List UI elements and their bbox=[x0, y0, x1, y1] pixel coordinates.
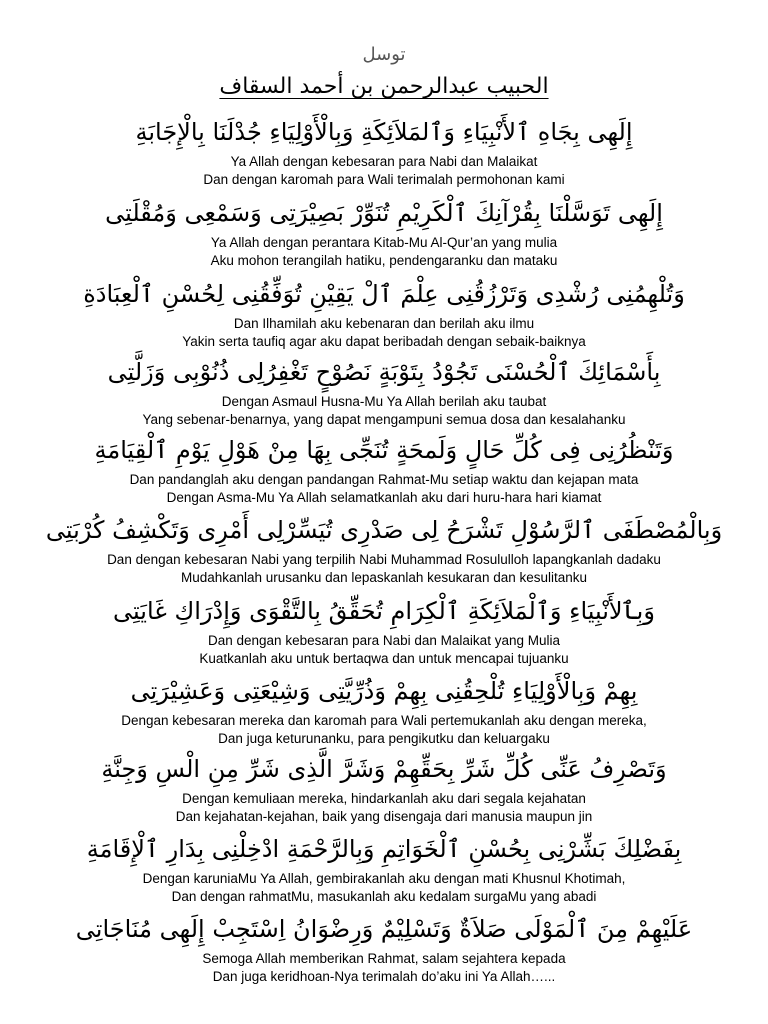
arabic-line: إِلَهِى تَوَسَّلْنَا بِقُرْآنِكَ ٱلْكَرِيْمِ تُنَوِّرْ بَصِيْرَتِى وَسَمْعِى وَمُقْلَتِى bbox=[105, 199, 663, 227]
arabic-line: وَبِالْمُصْطَفَى ٱلرَّسُوْلِ تَشْرَحُ لِى صَدْرِى تُيَسِّرْلِى أَمْرِى وَتَكْشِفُ كُرْبَتِى bbox=[45, 516, 723, 544]
doc-title bbox=[0, 74, 768, 99]
translation-line-2: Mudahkanlah urusanku dan lepaskanlah kesukaran dan kesulitanku bbox=[180, 570, 588, 585]
translation-line-2: Kuatkanlah aku untuk bertaqwa dan untuk mencapai tujuanku bbox=[199, 651, 569, 666]
translation-line-2: Dan dengan rahmatMu, masukanlah aku kedalam surgaMu yang abadi bbox=[171, 889, 597, 904]
arabic-line: بِأَسْمَائِكَ ٱلْحُسْنَى تَجُوْدُ بِتَوْبَةٍ نَصُوْحٍ تَغْفِرُلِى ذُنُوْبِى وَزَلَّتِى bbox=[107, 358, 661, 386]
translation-line-1: Semoga Allah memberikan Rahmat, salam sejahtera kepada bbox=[202, 951, 566, 966]
doc-title-text: الحبيب عبدالرحمن بن أحمد السقاف bbox=[219, 74, 549, 99]
translation-line-1: Dengan Asmaul Husna-Mu Ya Allah berilah aku taubat bbox=[221, 394, 547, 409]
translation-line-2: Dan juga keturunanku, para pengikutku dan keluargaku bbox=[218, 731, 550, 746]
translation-line-1: Dan pandanglah aku dengan pandangan Rahmat-Mu setiap waktu dan kejapan mata bbox=[129, 472, 639, 487]
arabic-line: وَتَنْظُرُنِى فِى كُلِّ حَالٍ وَلَمحَةٍ تُنَجِّى بِهَا مِنْ هَوْلِ يَوْمِ ٱلْقِيَامَةِ bbox=[94, 436, 674, 464]
translation-line-2: Dan kejahatan-kejahan, baik yang disengaja dari manusia maupun jin bbox=[175, 809, 593, 824]
arabic-line: وَبِٱلأَنْبِيَاءِ وَٱلْمَلاَئِكَةِ ٱلْكِرَامِ تُحَقِّقُ بِالتَّقْوَى وَإِدْرَاكِ غَايَتِى bbox=[113, 597, 655, 625]
verse-1 bbox=[0, 115, 768, 189]
translation-line-1: Dengan kebesaran mereka dan karomah para Wali pertemukanlah aku dengan mereka, bbox=[121, 713, 647, 728]
translation-line-2: Aku mohon terangilah hatiku, pendengaranku dan mataku bbox=[210, 253, 558, 268]
translation-line-1: Ya Allah dengan perantara Kitab-Mu Al-Qur’an yang mulia bbox=[210, 235, 558, 250]
arabic-line: وَتُلْهِمُنِى رُشْدِى وَتَرْزُقُنِى عِلْمَ ٱلْ يَقِيْنِ تُوَفِّقُنِى لِحُسْنِ ٱلْعِبَادَةِ bbox=[83, 280, 685, 308]
translation-line-2: Yakin serta taufiq agar aku dapat beribadah dengan sebaik-baiknya bbox=[182, 334, 586, 349]
arabic-line: بِفَضْلِكَ بَشِّرْنِى بِحُسْنِ ٱلْخَوَاتِمِ وَبِالرَّحْمَةِ ادْخِلْنِى بِدَارِ ٱلْإِقَامَةِ bbox=[86, 835, 682, 863]
verse-5 bbox=[0, 433, 768, 507]
translation-line-1: Dan dengan kebesaran para Nabi dan Malaikat yang Mulia bbox=[208, 633, 560, 648]
verse-7 bbox=[0, 594, 768, 668]
verse-11 bbox=[0, 912, 768, 986]
verse-2 bbox=[0, 196, 768, 270]
verse-8 bbox=[0, 674, 768, 748]
translation-line-2: Dan juga keridhoan-Nya terimalah do’aku ini Ya Allah…... bbox=[212, 969, 556, 984]
arabic-line: بِهِمْ وَبِالْأَوْلِيَاءِ تُلْحِقُنِى بِهِمْ وَذُرِّيَّتِى وَشِيْعَتِى وَعَشِيْرَتِى bbox=[130, 677, 638, 705]
translation-line-2: Dan dengan karomah para Wali terimalah permohonan kami bbox=[203, 172, 565, 187]
translation-line-1: Dan dengan kebesaran Nabi yang terpilih Nabi Muhammad Rosululloh lapangkanlah dadaku bbox=[107, 552, 661, 567]
verse-10 bbox=[0, 832, 768, 906]
arabic-line: عَلَيْهِمْ مِنَ ٱلْمَوْلَى صَلاَةٌ وَتَسْلِيْمٌ وَرِضْوَانُ اِسْتَجِبْ إِلَهِى مُنَاجَاتِى bbox=[75, 915, 693, 943]
translation-line-1: Ya Allah dengan kebesaran para Nabi dan Malaikat bbox=[230, 154, 538, 169]
arabic-line: وَتَصْرِفُ عَنِّى كُلِّ شَرِّ بِحَقِّهِمْ وَشَرَّ الَّذِى شَرِّ مِنِ الْسِ وَجِنَّةِ bbox=[101, 755, 667, 783]
arabic-line: إِلَهِى بِجَاهِ ٱلأَنْبِيَاءِ وَٱلمَلاَئِكَةِ وَبِالْأَوْلِيَاءِ جُدْلَنَا بِالْإِجَابَةِ bbox=[135, 118, 633, 146]
verse-6 bbox=[0, 513, 768, 587]
verse-4 bbox=[0, 355, 768, 429]
translation-line-2: Dengan Asma-Mu Ya Allah selamatkanlah aku dari huru-hara hari kiamat bbox=[166, 490, 602, 505]
translation-line-1: Dengan karuniaMu Ya Allah, gembirakanlah aku dengan mati Khusnul Khotimah, bbox=[142, 871, 626, 886]
translation-line-2: Yang sebenar-benarnya, yang dapat mengampuni semua dosa dan kesalahanku bbox=[142, 412, 626, 427]
doc-subtitle: توسل bbox=[362, 44, 406, 65]
verse-9 bbox=[0, 752, 768, 826]
verse-3 bbox=[0, 277, 768, 351]
translation-line-1: Dan Ilhamilah aku kebenaran dan berilah aku ilmu bbox=[233, 316, 535, 331]
translation-line-1: Dengan kemuliaan mereka, hindarkanlah aku dari segala kejahatan bbox=[182, 791, 586, 806]
